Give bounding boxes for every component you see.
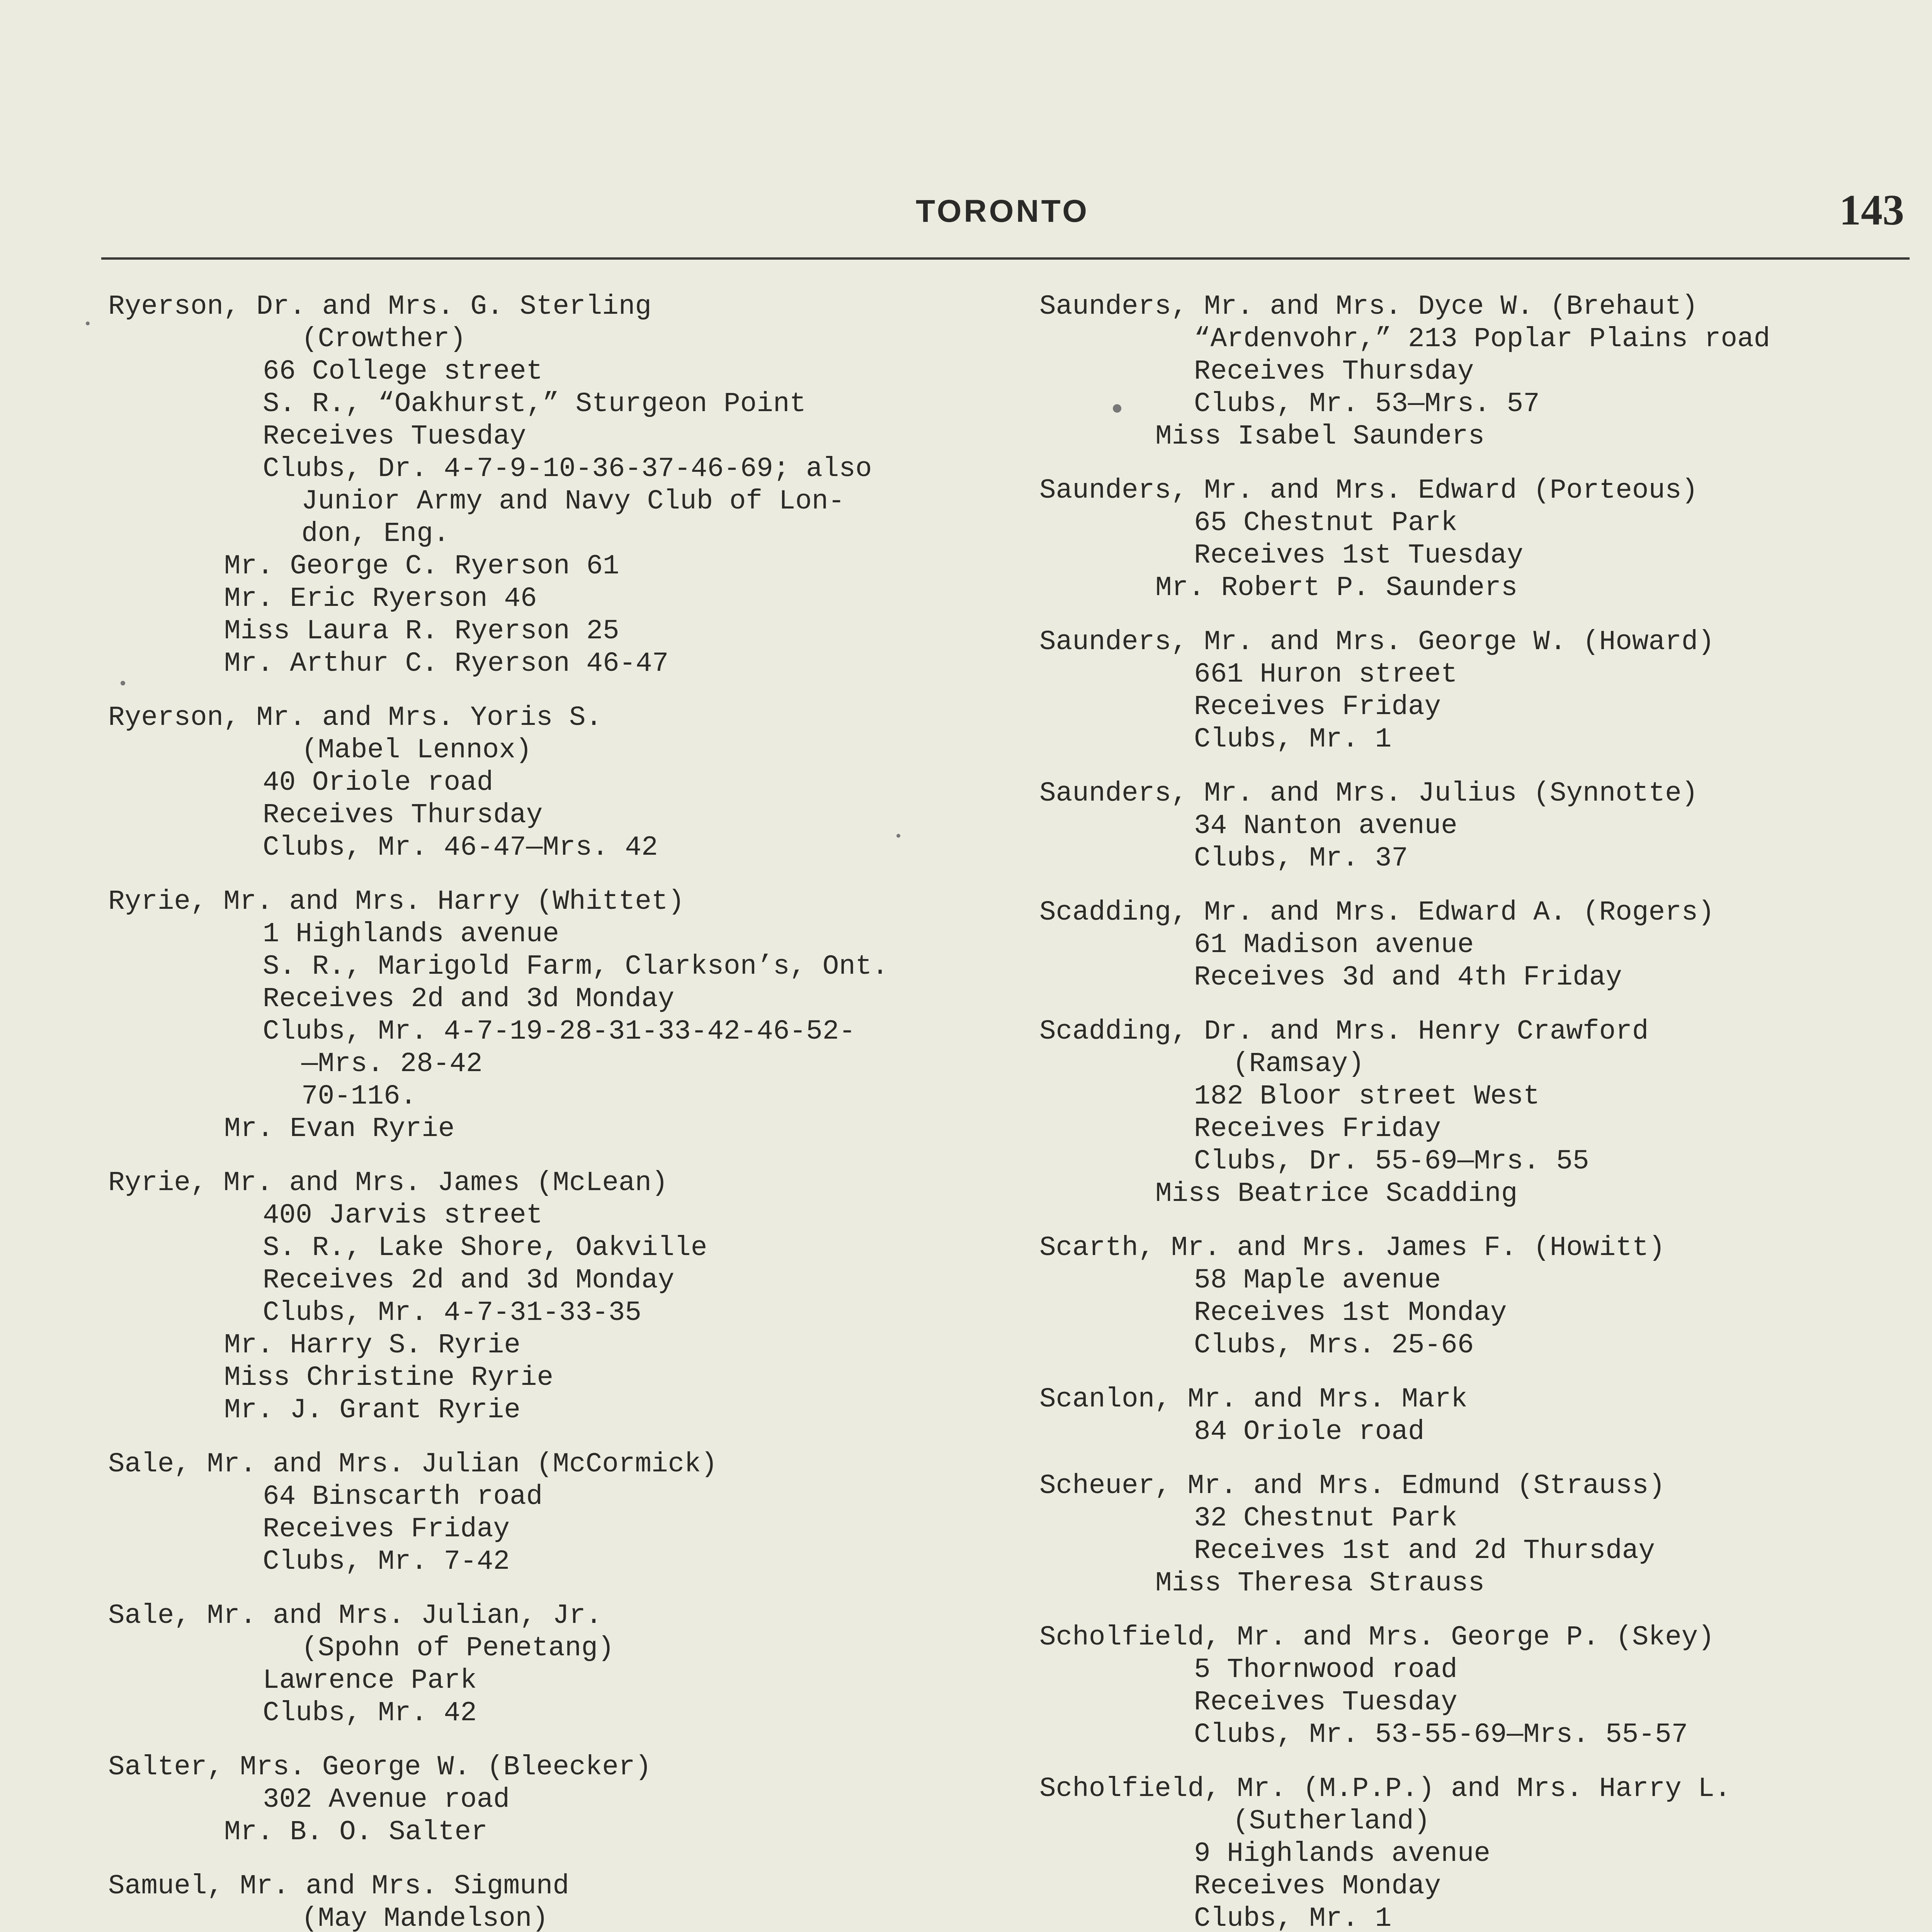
entry-line: Clubs, Mr. 1: [1194, 1903, 1392, 1932]
entry-line: Clubs, Mrs. 25-66: [1194, 1330, 1474, 1361]
entry-line: Lawrence Park: [263, 1665, 477, 1696]
entry-name: Saunders, Mr. and Mrs. Dyce W. (Brehaut): [1039, 291, 1698, 322]
directory-entry: [108, 291, 997, 680]
right-column: [1039, 291, 1932, 1932]
paper-speck: [121, 681, 125, 685]
paper-speck: [896, 834, 900, 838]
entry-line: 66 College street: [263, 356, 543, 387]
directory-entry: [1039, 291, 1932, 453]
entry-line: 302 Avenue road: [263, 1784, 510, 1815]
entry-line: S. R., “Oakhurst,” Sturgeon Point: [263, 389, 806, 420]
entry-line: Receives Friday: [263, 1514, 510, 1545]
entry-name: Sale, Mr. and Mrs. Julian (McCormick): [108, 1449, 718, 1480]
entry-line: Clubs, Dr. 55-69—Mrs. 55: [1194, 1146, 1589, 1177]
entry-line: 61 Madison avenue: [1194, 930, 1474, 961]
entry-line: Mr. Evan Ryrie: [224, 1114, 455, 1145]
entry-line: (Sutherland): [1233, 1806, 1430, 1837]
entry-name: Scholfield, Mr. (M.P.P.) and Mrs. Harry L.: [1039, 1774, 1731, 1804]
entry-line: Clubs, Mr. 4-7-31-33-35: [263, 1298, 641, 1328]
paper-speck: [1113, 404, 1121, 413]
entry-line: Receives 1st and 2d Thursday: [1194, 1536, 1655, 1566]
entry-line: 65 Chestnut Park: [1194, 508, 1458, 539]
directory-entry: [108, 702, 997, 864]
entry-line: Mr. Robert P. Saunders: [1155, 573, 1518, 604]
entry-name: Scarth, Mr. and Mrs. James F. (Howitt): [1039, 1233, 1665, 1264]
entry-name: Scholfield, Mr. and Mrs. George P. (Skey): [1039, 1622, 1714, 1653]
directory-entry: [1039, 1773, 1932, 1932]
entry-line: 9 Highlands avenue: [1194, 1838, 1490, 1869]
entry-line: 40 Oriole road: [263, 767, 493, 798]
entry-name: Scanlon, Mr. and Mrs. Mark: [1039, 1384, 1468, 1415]
entry-line: don, Eng.: [301, 519, 450, 549]
entry-name: Ryrie, Mr. and Mrs. James (McLean): [108, 1168, 668, 1199]
entry-line: Mr. Eric Ryerson 46: [224, 583, 537, 614]
entry-line: (Mabel Lennox): [301, 735, 532, 766]
entry-line: —Mrs. 28-42: [301, 1049, 483, 1080]
entry-name: Scadding, Dr. and Mrs. Henry Crawford: [1039, 1016, 1649, 1047]
directory-entry: [1039, 474, 1932, 604]
entry-line: Miss Theresa Strauss: [1155, 1568, 1485, 1599]
header-rule: [101, 257, 1910, 260]
directory-entry: [1039, 626, 1932, 756]
entry-line: 58 Maple avenue: [1194, 1265, 1441, 1296]
running-head: TORONTO: [916, 194, 1089, 229]
directory-entry: [108, 886, 997, 1145]
entry-name: Ryerson, Mr. and Mrs. Yoris S.: [108, 702, 602, 733]
entry-line: Receives 1st Tuesday: [1194, 540, 1524, 571]
entry-line: S. R., Marigold Farm, Clarkson’s, Ont.: [263, 951, 889, 982]
entry-line: 64 Binscarth road: [263, 1481, 543, 1512]
directory-entry: [1039, 1383, 1932, 1448]
entry-line: 182 Bloor street West: [1194, 1081, 1540, 1112]
entry-name: Scadding, Mr. and Mrs. Edward A. (Rogers): [1039, 897, 1714, 928]
directory-entry: [1039, 777, 1932, 875]
entry-line: (Ramsay): [1233, 1049, 1364, 1080]
entry-line: 84 Oriole road: [1194, 1417, 1425, 1447]
page-number: 143: [1839, 186, 1904, 234]
entry-line: 5 Thornwood road: [1194, 1655, 1458, 1685]
entry-line: Clubs, Mr. 37: [1194, 843, 1408, 874]
entry-line: Clubs, Mr. 7-42: [263, 1546, 510, 1577]
entry-line: Receives 3d and 4th Friday: [1194, 962, 1622, 993]
paper-speck: [86, 321, 90, 325]
entry-line: Miss Beatrice Scadding: [1155, 1179, 1518, 1209]
directory-entry: [1039, 1015, 1932, 1210]
entry-name: Saunders, Mr. and Mrs. Edward (Porteous): [1039, 475, 1698, 506]
directory-entry: [108, 1751, 997, 1849]
entry-name: Salter, Mrs. George W. (Bleecker): [108, 1752, 652, 1783]
directory-entry: [108, 1167, 997, 1427]
entry-line: Receives 2d and 3d Monday: [263, 984, 675, 1015]
entry-line: Receives Tuesday: [263, 421, 526, 452]
entry-line: 32 Chestnut Park: [1194, 1503, 1458, 1534]
directory-entry: [108, 1870, 997, 1932]
entry-line: 661 Huron street: [1194, 659, 1458, 690]
directory-entry: [108, 1448, 997, 1578]
directory-entry: [1039, 1470, 1932, 1600]
entry-line: (Crowther): [301, 324, 466, 355]
entry-name: Ryrie, Mr. and Mrs. Harry (Whittet): [108, 886, 685, 917]
entry-line: Clubs, Mr. 1: [1194, 724, 1392, 755]
entry-line: Clubs, Mr. 53—Mrs. 57: [1194, 389, 1540, 420]
entry-name: Ryerson, Dr. and Mrs. G. Sterling: [108, 291, 652, 322]
entry-line: 400 Jarvis street: [263, 1200, 543, 1231]
entry-line: Receives Friday: [1194, 692, 1441, 723]
entry-name: Saunders, Mr. and Mrs. George W. (Howard): [1039, 627, 1714, 658]
directory-entry: [1039, 1232, 1932, 1362]
directory-entry: [1039, 896, 1932, 994]
entry-line: Clubs, Mr. 46-47—Mrs. 42: [263, 832, 658, 863]
entry-name: Saunders, Mr. and Mrs. Julius (Synnotte): [1039, 778, 1698, 809]
entry-line: (Spohn of Penetang): [301, 1633, 614, 1664]
entry-line: Mr. George C. Ryerson 61: [224, 551, 619, 582]
entry-line: Receives 2d and 3d Monday: [263, 1265, 675, 1296]
entry-line: Clubs, Mr. 42: [263, 1698, 477, 1729]
entry-line: Clubs, Mr. 53-55-69—Mrs. 55-57: [1194, 1719, 1688, 1750]
entry-line: 70-116.: [301, 1081, 417, 1112]
entry-line: Receives Thursday: [1194, 356, 1474, 387]
entry-line: Miss Christine Ryrie: [224, 1362, 554, 1393]
directory-entry: [108, 1600, 997, 1730]
entry-line: 1 Highlands avenue: [263, 919, 559, 950]
entry-line: Mr. Harry S. Ryrie: [224, 1330, 520, 1361]
entry-line: “Ardenvohr,” 213 Poplar Plains road: [1194, 324, 1770, 355]
entry-line: Clubs, Mr. 4-7-19-28-31-33-42-46-52-: [263, 1016, 855, 1047]
entry-name: Scheuer, Mr. and Mrs. Edmund (Strauss): [1039, 1471, 1665, 1502]
entry-line: Mr. Arthur C. Ryerson 46-47: [224, 648, 669, 679]
entry-line: 34 Nanton avenue: [1194, 811, 1458, 842]
entry-name: Sale, Mr. and Mrs. Julian, Jr.: [108, 1600, 602, 1631]
entry-line: (May Mandelson): [301, 1903, 549, 1932]
entry-line: S. R., Lake Shore, Oakville: [263, 1233, 707, 1264]
entry-line: Receives Thursday: [263, 800, 543, 831]
entry-name: Samuel, Mr. and Mrs. Sigmund: [108, 1871, 569, 1902]
entry-line: Receives 1st Monday: [1194, 1298, 1507, 1328]
entry-line: Miss Isabel Saunders: [1155, 421, 1485, 452]
entry-line: Mr. B. O. Salter: [224, 1817, 488, 1848]
entry-line: Receives Tuesday: [1194, 1687, 1458, 1718]
entry-line: Receives Monday: [1194, 1871, 1441, 1902]
left-column: [108, 291, 997, 1932]
directory-entry: [1039, 1621, 1932, 1751]
entry-line: Miss Laura R. Ryerson 25: [224, 616, 619, 647]
entry-line: Clubs, Dr. 4-7-9-10-36-37-46-69; also: [263, 454, 872, 485]
entry-line: Receives Friday: [1194, 1114, 1441, 1145]
entry-line: Mr. J. Grant Ryrie: [224, 1395, 520, 1426]
entry-line: Junior Army and Navy Club of Lon-: [301, 486, 845, 517]
